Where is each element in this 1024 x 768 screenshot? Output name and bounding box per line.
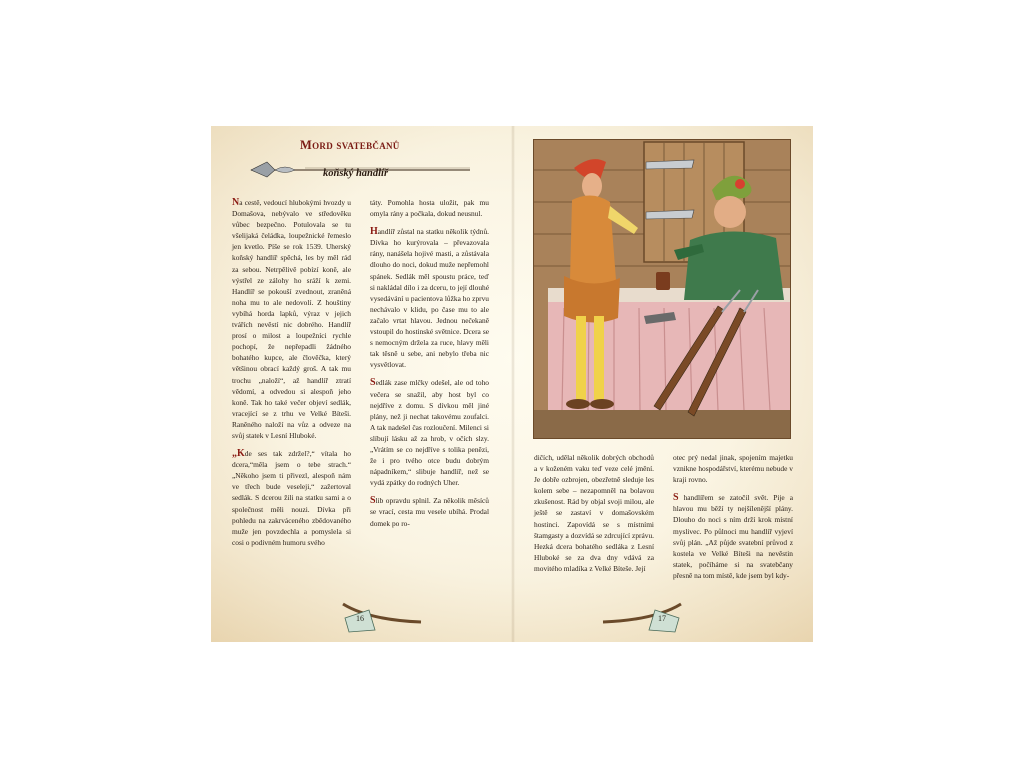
axe-page-ornament-left-icon [339, 600, 425, 634]
paragraph: Sedlák zase mlčky odešel, ale od toho večera se snažil, aby host byl co nejdříve z domu. S dívkou měl jiné plány, než ji nechat takovému zoufalci. A tak nadešel čas rozloučení. Milenci si slíbují lásku až za hrob, v očích slzy. „Vrátím se co nejdříve s tolika penězi, že i pro tvého otce budu dobrým nápadníkem,“ slibuje handlíř, než se vydá zpátky do rodných Uher. [370, 377, 489, 488]
drop-cap: H [370, 226, 378, 238]
drop-cap: „K [232, 448, 245, 460]
paragraph: Na cestě, vedoucí hlubokými hvozdy u Domašova, nebývalo ve středověku vůbec bezpečno. Potulovala se tu všelijaká čeládka, loupežnické řemeslo jen kvetlo. Píše se rok 1539. Uherský koňský handlíř spěchá, les by měl rád za sebou. Netrpělivě pobízí koně, ale výstřel ze zálohy ho sráží k zemi. Handlíř se pokouší zvednout, zraněná noha mu to ale nedovolí. Z houštiny vybíhá horda lapků, výraz v jejich tvářích nevěstí nic dobrého. Handlíř prosí o milost a loupežníci rychle pochopí, že nepřepadli žádného bohatého kupce, ale člověčka, který většinou obrací každý groš. A tak mu trochu „naloží“, až handlíř ztratí vědomí, a odvedou si alespoň jeho koně. Tak ho také večer objeví sedlák, vracející se z trhu ve Velké Bíteši. Raněného naloží na vůz a odveze na svůj statek v Lesní Hluboké. [232, 197, 351, 440]
drop-cap: S [673, 492, 679, 504]
story-illustration [533, 139, 791, 439]
drop-cap: S [370, 377, 376, 389]
paragraph: Handlíř zůstal na statku několik týdnů. Dívka ho kurýrovala – převazovala rány, nanášela hojivé masti, a zůstávala dlouho do noci, dokud muže nepřemohl spánek. Sedlák měl spoustu práce, teď si nakládal dílo i za dceru, to její dlouhé vysedávání u pacientova lůžka ho zprvu nechávalo v klidu, po čase mu to ale začalo vrtat hlavou. Jednou nečekaně vstoupil do hostinské světnice. Dcera se s nemocným držela za ruce, hlavy měli tak těsně u sebe, ani nebylo třeba nic vysvětlovat. [370, 226, 489, 370]
text-column-1 [232, 197, 351, 555]
paragraph: „Kde ses tak zdržel?,“ vítala ho dcera,“měla jsem o tebe strach.“ „Někoho jsem ti přivezl, alespoň nám ve třech bude veseleji,“ zažertoval sedlák. S dcerou žili na statku sami a o společnost měli nouzi. Dívka při pohledu na zakrváceného zbědovaného muže jen povzdechla a pomyslela si cosi o podivném humoru svého [232, 448, 351, 547]
book-spread [211, 126, 813, 642]
paragraph: dičích, udělal několik dobrých obchodů a v koženém vaku teď veze celé jmění. Je dobře ozbrojen, obezřetně sleduje les kolem sebe – nezapomněl na bolavou zkušenost. Rád by objal svoji milou, ale ještě se zastaví v domašovském hostinci. Zapovídá se s místními štamgasty a dozvídá se zdrcující zprávu. Hezká dcera bohatého sedláka z Lesní Hluboké se za dva dny vdává za movitého mladíka z Velké Bíteše. Její [534, 453, 654, 573]
text-column-2 [370, 197, 489, 536]
two-men-at-table-illustration [534, 140, 790, 438]
paragraph: Slib opravdu splnil. Za několik měsíců se vrací, cesta mu vesele ubíhá. Prodal domek po ro- [370, 495, 489, 528]
chapter-subtitle: koňský handlíř [323, 168, 389, 179]
paragraph: S handlířem se zatočil svět. Pije a hlavou mu běží ty nejšílenější plány. Dlouho do noci s ním drží krok místní myslivec. Po půlnoci mu handlíř vyjeví svůj plán. „Až půjde svatební průvod z kostela ve Velké Bíteši na nevěstin statek, počíháme si na svatebčany přesně na tom místě, kde jsem byl kdy- [673, 492, 793, 580]
drop-cap: S [370, 495, 376, 507]
axe-page-ornament-right-icon [599, 600, 685, 634]
text-column-4 [673, 452, 793, 588]
chapter-title: Mord svatebčanů [300, 138, 400, 152]
paragraph: táty. Pomohla hosta uložit, pak mu omyla rány a počkala, dokud neusnul. [370, 198, 489, 219]
drop-cap: N [232, 197, 240, 208]
paragraph: otec prý nedal jinak, spojením majetku vznikne hospodářství, kterému nebude v kraji rovno. [673, 453, 793, 485]
page-number-left: 16 [356, 614, 364, 623]
text-column-3 [534, 452, 654, 581]
page-number-right: 17 [658, 614, 666, 623]
